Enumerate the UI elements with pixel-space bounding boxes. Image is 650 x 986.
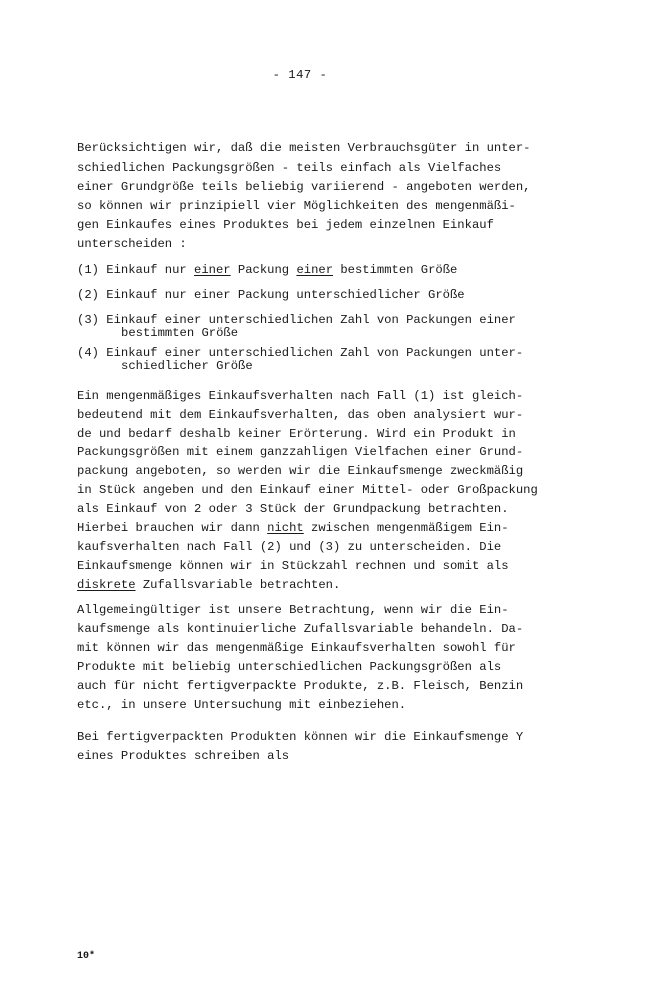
text-line: Packungsgrößen mit einem ganzzahligen Vielfachen einer Grund- <box>77 445 524 459</box>
text-line: bedeutend mit dem Einkaufsverhalten, das oben analysiert wur- <box>77 408 524 422</box>
signature-mark: 10* <box>77 951 96 962</box>
text-line: in Stück angeben und den Einkauf einer Mittel- oder Großpackung <box>77 483 538 497</box>
emphasis-underline: einer <box>194 263 231 277</box>
text-line: kaufsmenge als kontinuierliche Zufallsvariable behandeln. Da- <box>77 622 524 636</box>
text-line: Einkaufsmenge können wir in Stückzahl rechnen und somit als <box>77 559 509 573</box>
text-line <box>77 579 340 591</box>
text-line: schiedlichen Packungsgrößen - teils einfach als Vielfaches <box>77 161 502 175</box>
emphasis-underline: diskrete <box>77 578 136 592</box>
emphasis-underline: nicht <box>267 521 304 535</box>
page-number: - 147 - <box>272 68 328 82</box>
text-line: Ein mengenmäßiges Einkaufsverhalten nach Fall (1) ist gleich- <box>77 389 524 403</box>
text-line: so können wir prinzipiell vier Möglichkeiten des mengenmäßi- <box>77 199 516 213</box>
case-item-2: (2) Einkauf nur einer Packung unterschiedlicher Größe <box>77 288 465 302</box>
case-item-4: (4) Einkauf einer unterschiedlichen Zahl von Packungen unter- <box>77 346 524 360</box>
case-item-3-continued: bestimmten Größe <box>121 326 239 340</box>
text-line: de und bedarf deshalb keiner Erörterung. Wird ein Produkt in <box>77 427 516 441</box>
case-1-mid: Packung <box>230 263 297 277</box>
text-line: auch für nicht fertigverpackte Produkte, z.B. Fleisch, Benzin <box>77 679 524 693</box>
case-1-suffix: bestimmten Größe <box>333 263 458 277</box>
text-segment: zwischen mengenmäßigem Ein- <box>303 521 509 535</box>
case-item-4-continued: schiedlicher Größe <box>121 359 253 373</box>
text-line: packung angeboten, so werden wir die Einkaufsmenge zweckmäßig <box>77 464 524 478</box>
text-line: eines Produktes schreiben als <box>77 749 290 763</box>
text-line: mit können wir das mengenmäßige Einkaufsverhalten sowohl für <box>77 641 516 655</box>
case-1-prefix: (1) Einkauf nur <box>77 263 195 277</box>
text-line: Produkte mit beliebig unterschiedlichen Packungsgrößen als <box>77 660 502 674</box>
emphasis-underline: einer <box>296 263 334 277</box>
text-line: als Einkauf von 2 oder 3 Stück der Grundpackung betrachten. <box>77 502 509 516</box>
text-line: Bei fertigverpackten Produkten können wir die Einkaufsmenge Y <box>77 730 524 744</box>
text-segment: Hierbei brauchen wir dann <box>77 521 268 535</box>
text-line <box>77 522 509 534</box>
text-segment: Zufallsvariable betrachten. <box>135 578 341 592</box>
case-item-3: (3) Einkauf einer unterschiedlichen Zahl von Packungen einer <box>77 313 516 327</box>
text-line: Allgemeingültiger ist unsere Betrachtung, wenn wir die Ein- <box>77 603 509 617</box>
case-item-1 <box>77 264 457 276</box>
text-line: unterscheiden : <box>77 237 187 251</box>
text-line: Berücksichtigen wir, daß die meisten Verbrauchsgüter in unter- <box>77 141 531 155</box>
text-line: etc., in unsere Untersuchung mit einbeziehen. <box>77 698 407 712</box>
text-line: einer Grundgröße teils beliebig variierend - angeboten werden, <box>77 180 531 194</box>
text-line: gen Einkaufes eines Produktes bei jedem einzelnen Einkauf <box>77 218 494 232</box>
text-line: kaufsverhalten nach Fall (2) und (3) zu unterscheiden. Die <box>77 540 502 554</box>
